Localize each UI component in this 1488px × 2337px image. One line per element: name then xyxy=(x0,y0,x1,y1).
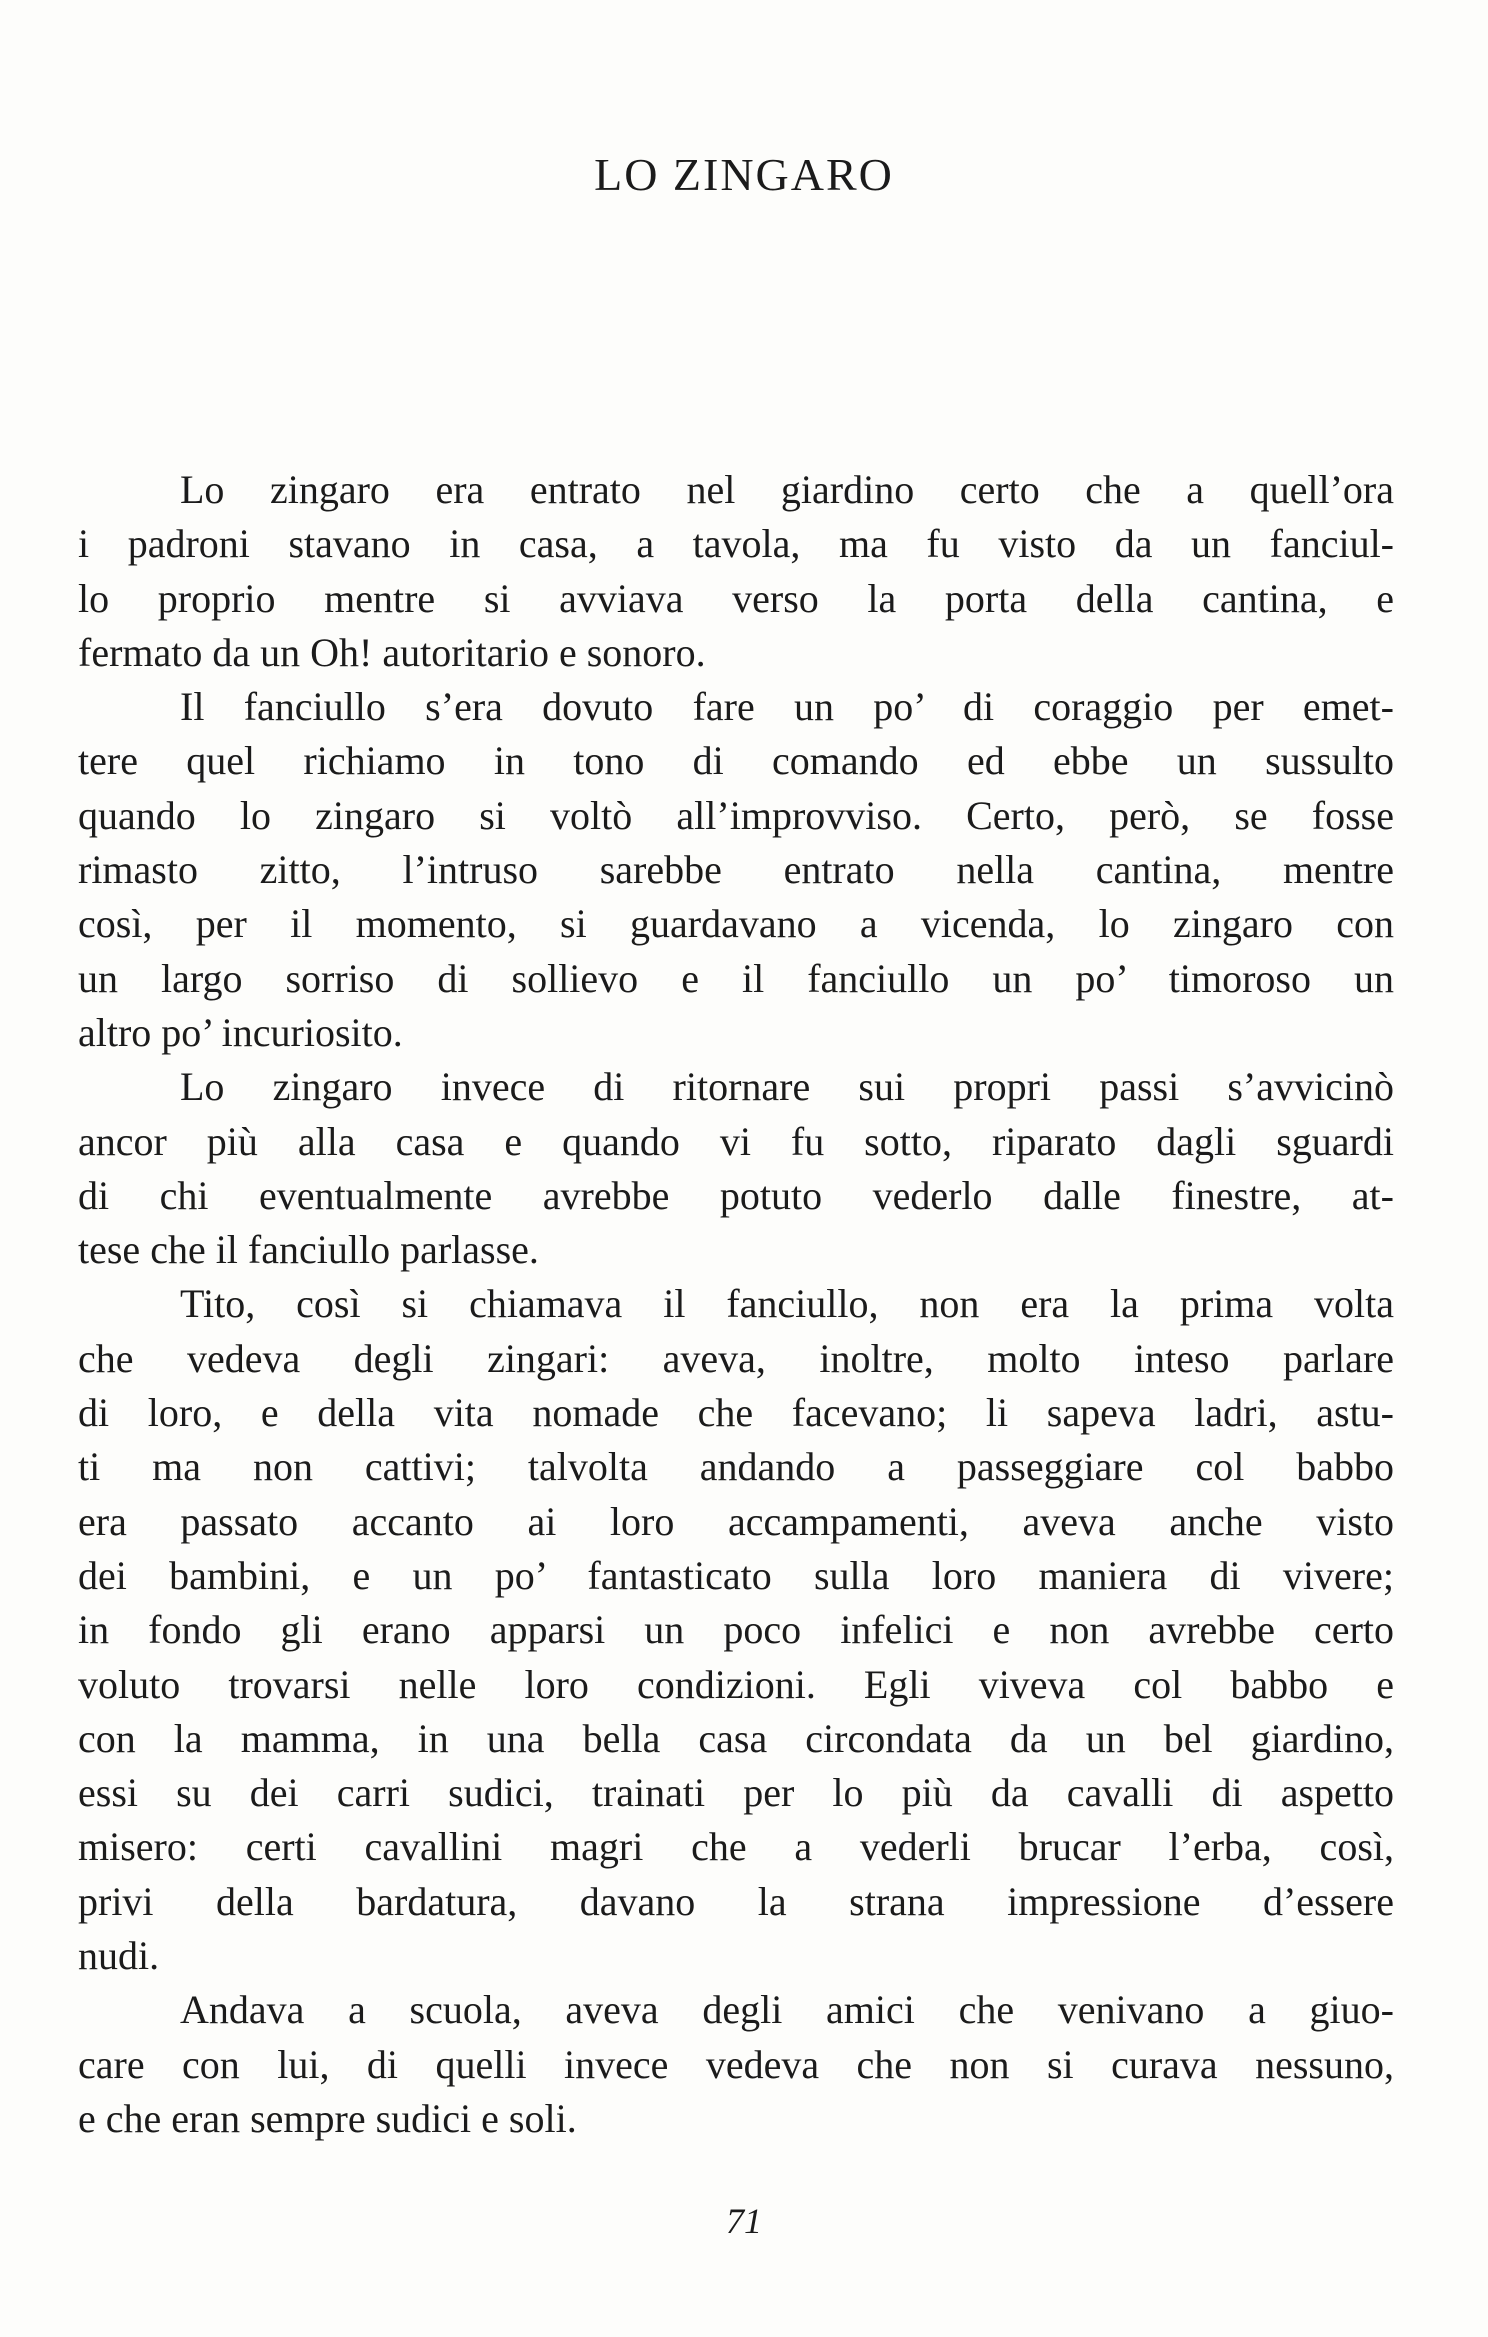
text-line: misero: certi cavallini magri che a vederli brucar l’erba, così, xyxy=(78,1824,1394,1870)
text-line: ancor più alla casa e quando vi fu sotto, riparato dagli sguardi xyxy=(78,1118,1394,1164)
page-number: 71 xyxy=(726,2201,762,2241)
text-line: rimasto zitto, l’intruso sarebbe entrato nella cantina, mentre xyxy=(78,847,1394,893)
text-line: Lo zingaro invece di ritornare sui propri passi s’avvicinò xyxy=(180,1064,1394,1110)
chapter-title: LO ZINGARO xyxy=(594,149,894,200)
text-line: Lo zingaro era entrato nel giardino certo che a quell’ora xyxy=(180,467,1394,512)
text-line: voluto trovarsi nelle loro condizioni. Egli viveva col babbo e xyxy=(78,1661,1394,1707)
text-line: così, per il momento, si guardavano a vicenda, lo zingaro con xyxy=(78,901,1394,947)
text-line: Andava a scuola, aveva degli amici che venivano a giuo- xyxy=(180,1987,1394,2033)
text-line: Tito, così si chiamava il fanciullo, non era la prima volta xyxy=(180,1281,1394,1327)
text-line: di loro, e della vita nomade che facevano; li sapeva ladri, astu- xyxy=(78,1390,1394,1436)
text-line: privi della bardatura, davano la strana impressione d’essere xyxy=(78,1878,1394,1924)
text-line: con la mamma, in una bella casa circondata da un bel giardino, xyxy=(78,1715,1394,1761)
text-line: tese che il fanciullo parlasse. xyxy=(78,1227,539,1273)
text-line: nudi. xyxy=(78,1933,160,1979)
text-line: quando lo zingaro si voltò all’improvviso. Certo, però, se fosse xyxy=(78,792,1394,838)
text-line: ti ma non cattivi; talvolta andando a passeggiare col babbo xyxy=(78,1444,1394,1490)
text-line: altro po’ incuriosito. xyxy=(78,1009,403,1055)
text-line: in fondo gli erano apparsi un poco infelici e non avrebbe certo xyxy=(78,1607,1394,1653)
text-line: tere quel richiamo in tono di comando ed ebbe un sussulto xyxy=(78,738,1394,784)
text-line: un largo sorriso di sollievo e il fanciullo un po’ timoroso un xyxy=(78,955,1394,1001)
text-line: i padroni stavano in casa, a tavola, ma fu visto da un fanciul- xyxy=(78,521,1394,567)
text-line: e che eran sempre sudici e soli. xyxy=(78,2095,577,2141)
text-line: essi su dei carri sudici, trainati per lo più da cavalli di aspetto xyxy=(78,1770,1394,1816)
body-text xyxy=(78,463,1394,2146)
text-line: lo proprio mentre si avviava verso la porta della cantina, e xyxy=(78,575,1394,621)
text-line: Il fanciullo s’era dovuto fare un po’ di coraggio per emet- xyxy=(180,684,1394,730)
text-line: care con lui, di quelli invece vedeva che non si curava nessuno, xyxy=(78,2041,1394,2087)
text-line: che vedeva degli zingari: aveva, inoltre, molto inteso parlare xyxy=(78,1335,1394,1381)
text-line: era passato accanto ai loro accampamenti, aveva anche visto xyxy=(78,1498,1394,1544)
text-line: di chi eventualmente avrebbe potuto vederlo dalle finestre, at- xyxy=(78,1172,1394,1218)
text-line: fermato da un Oh! autoritario e sonoro. xyxy=(78,629,706,675)
text-line: dei bambini, e un po’ fantasticato sulla loro maniera di vivere; xyxy=(78,1552,1394,1598)
